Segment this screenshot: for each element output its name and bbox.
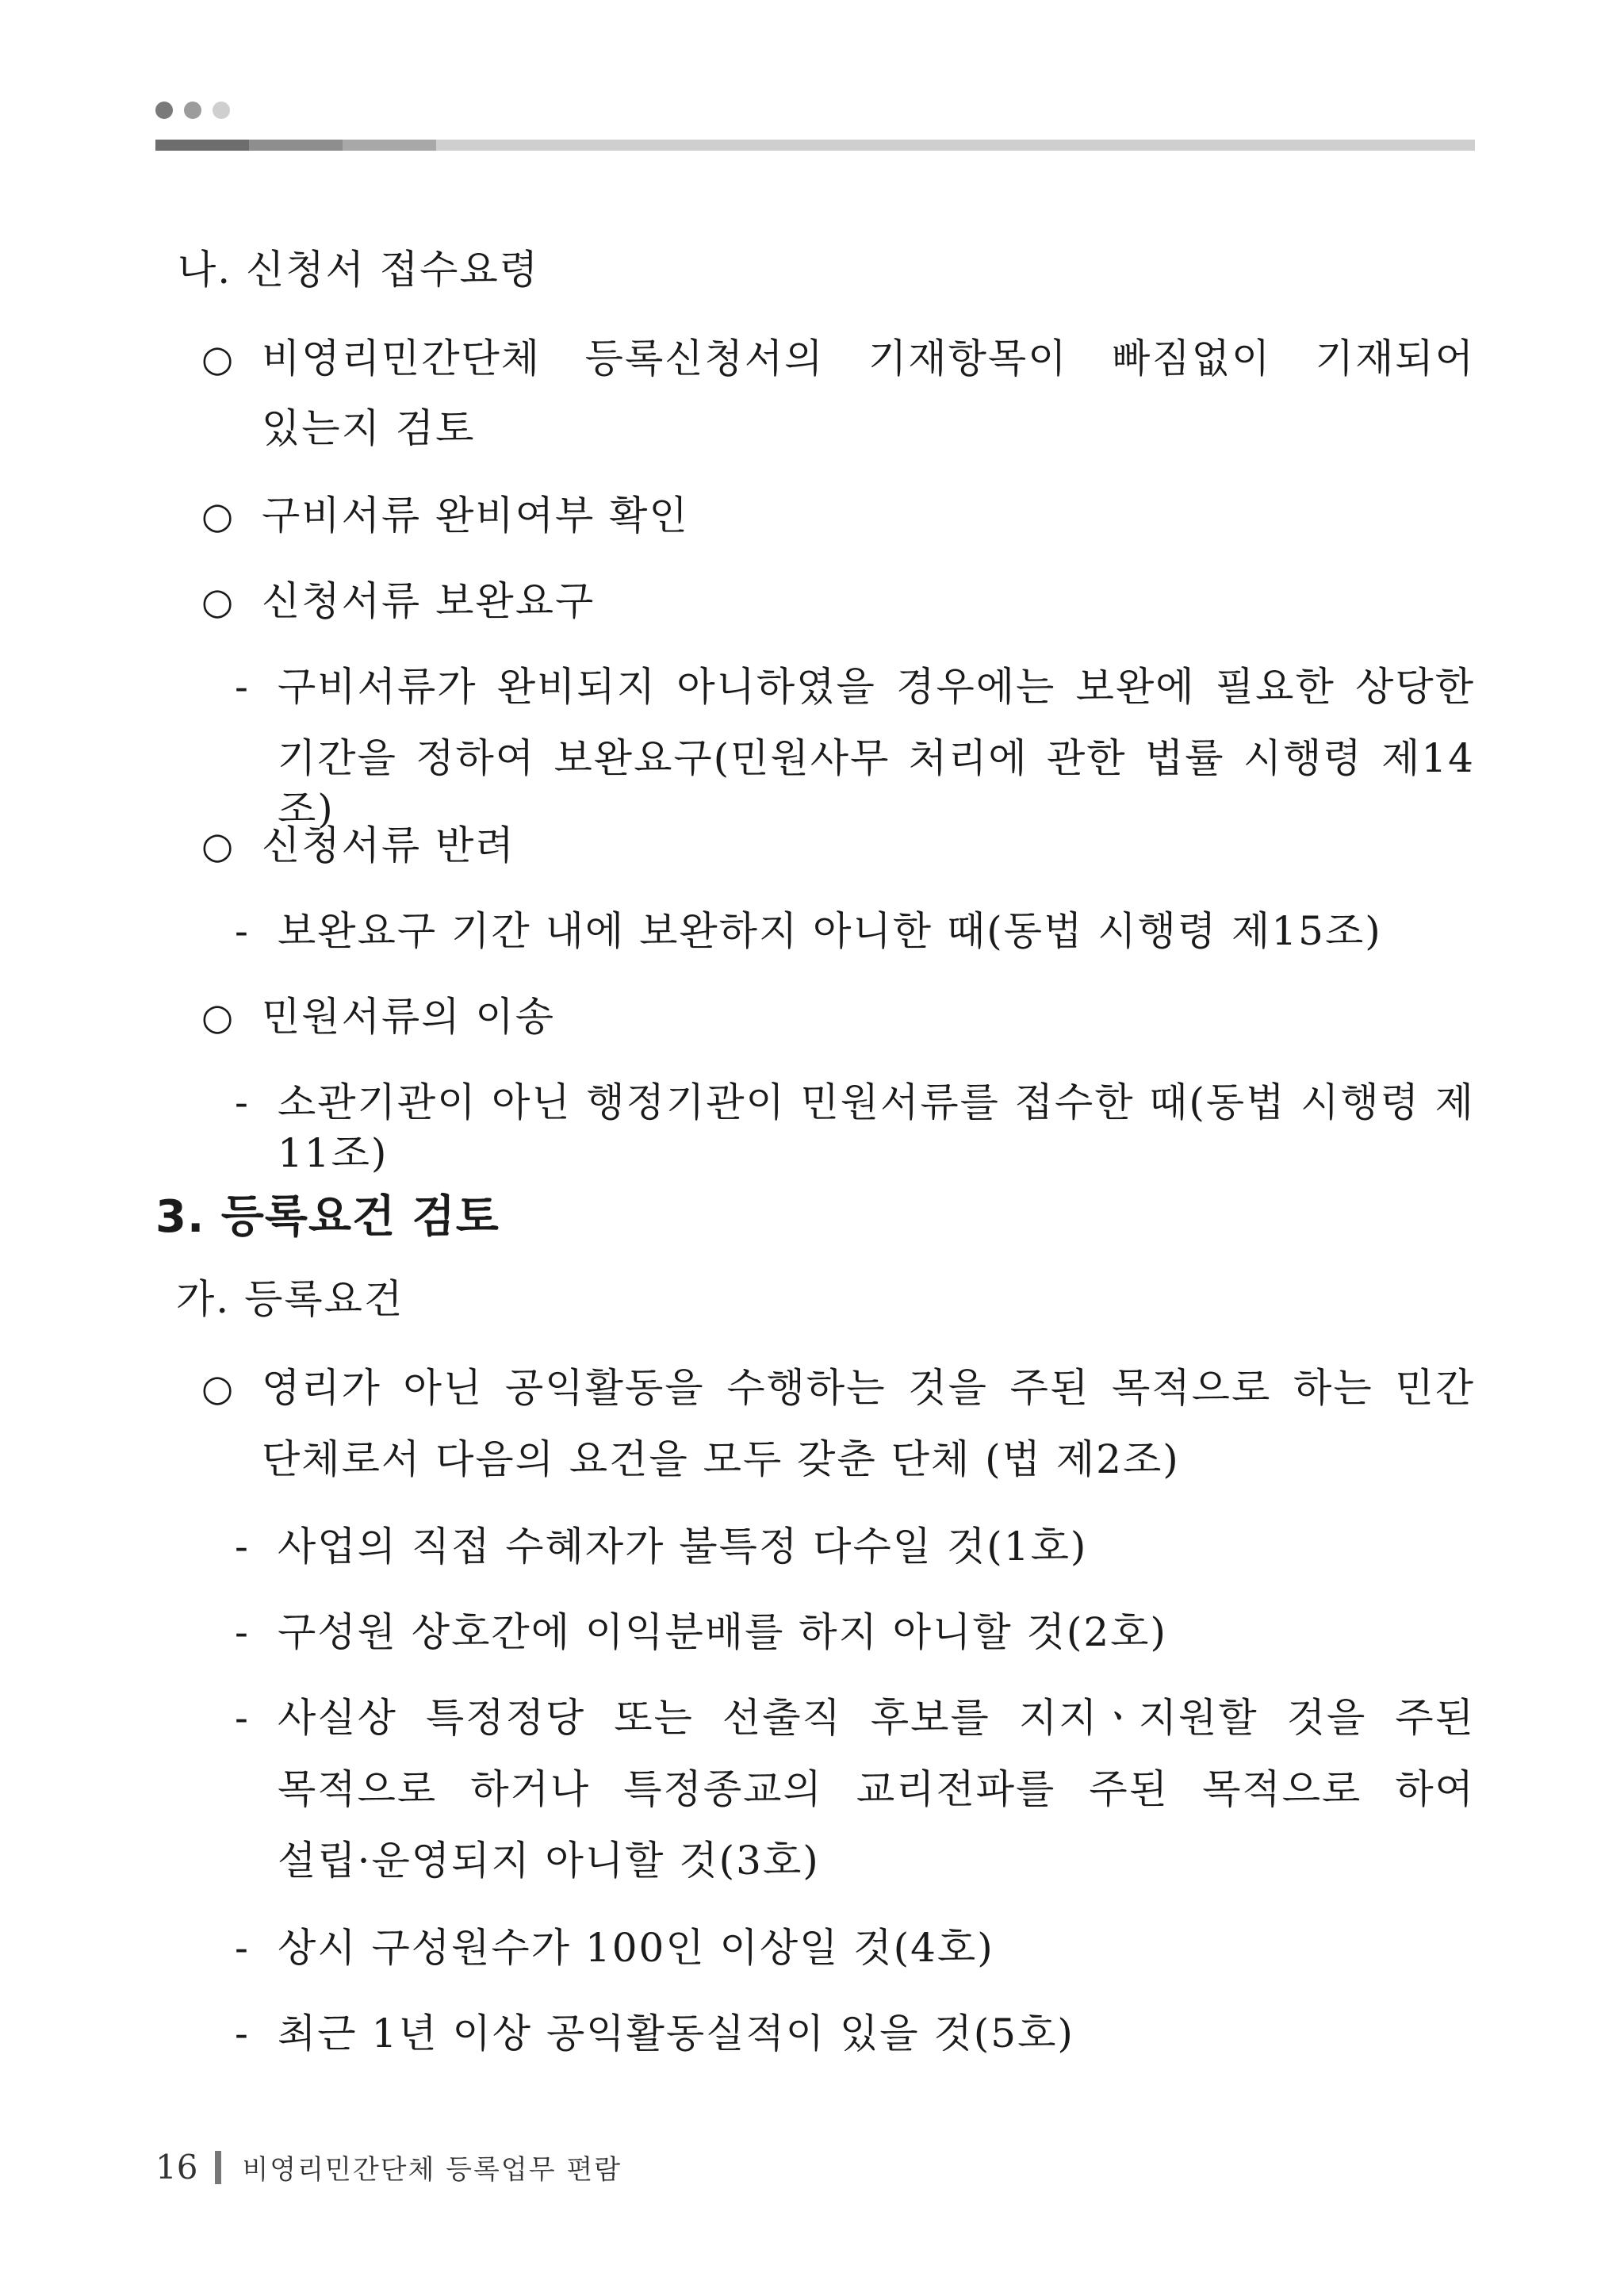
header-dot-icon — [155, 102, 173, 119]
header-dot-icon — [213, 102, 230, 119]
item-text: 상시 구성원수가 100인 이상일 것(4호) — [278, 1925, 994, 1971]
item-text-continued: 단체로서 다음의 요건을 모두 갖춘 단체 (법 제2조) — [262, 1436, 1180, 1482]
item-text: 구성원 상호간에 이익분배를 하지 아니할 것(2호) — [278, 1609, 1167, 1655]
dash-bullet: - — [235, 1524, 248, 1570]
item-text: 민원서류의 이송 — [262, 994, 555, 1040]
item-text: 구비서류가 완비되지 아니하였을 경우에는 보완에 필요한 상당한 — [278, 664, 1475, 710]
item-text: 최근 1년 이상 공익활동실적이 있을 것(5호) — [278, 2010, 1074, 2056]
dash-bullet: - — [235, 908, 248, 954]
section-title: 3. 등록요건 검토 — [155, 1191, 500, 1243]
circle-bullet: ○ — [201, 995, 234, 1038]
item-text: 영리가 아닌 공익활동을 수행하는 것을 주된 목적으로 하는 민간 — [262, 1365, 1475, 1411]
dash-bullet: - — [235, 2010, 248, 2056]
circle-bullet: ○ — [201, 580, 234, 623]
page-number: 16 — [155, 2148, 198, 2187]
item-text-continued: 기간을 정하여 보완요구(민원사무 처리에 관한 법률 시행령 제14조) — [278, 735, 1475, 832]
dash-bullet: - — [235, 664, 248, 710]
circle-bullet: ○ — [201, 337, 234, 380]
page-footer — [155, 2148, 622, 2187]
circle-bullet: ○ — [201, 824, 234, 867]
header-rule-segment — [343, 140, 436, 151]
item-text: 비영리민간단체 등록신청서의 기재항목이 빠짐없이 기재되어 — [262, 335, 1475, 381]
item-text-continued: 있는지 검토 — [262, 405, 476, 451]
item-text: 신청서류 보완요구 — [262, 578, 596, 624]
header-dot-icon — [184, 102, 201, 119]
item-text-continued: 목적으로 하거나 특정종교의 교리전파를 주된 목적으로 하여 — [278, 1766, 1475, 1812]
item-text: 소관기관이 아닌 행정기관이 민원서류를 접수한 때(동법 시행령 제11조) — [278, 1079, 1475, 1176]
item-text: 신청서류 반려 — [262, 822, 515, 868]
item-text: 보완요구 기간 내에 보완하지 아니한 때(동법 시행령 제15조) — [278, 908, 1382, 954]
subsection-heading-na: 나. 신청서 접수요령 — [178, 247, 540, 293]
item-text: 구비서류 완비여부 확인 — [262, 493, 689, 539]
header-rule-segment — [155, 140, 249, 151]
subsection-heading-ga: 가. 등록요건 — [176, 1276, 404, 1322]
dash-bullet: - — [235, 1925, 248, 1971]
header-rule — [155, 140, 1475, 151]
footer-divider — [215, 2151, 221, 2184]
header-dots — [155, 102, 230, 119]
item-text: 사업의 직접 수혜자가 불특정 다수일 것(1호) — [278, 1524, 1088, 1570]
footer-book-title: 비영리민간단체 등록업무 편람 — [242, 2154, 622, 2186]
header-rule-segment — [249, 140, 343, 151]
header-rule-segment — [436, 140, 1475, 151]
dash-bullet: - — [235, 1695, 248, 1741]
circle-bullet: ○ — [201, 494, 234, 537]
dash-bullet: - — [235, 1079, 248, 1125]
dash-bullet: - — [235, 1609, 248, 1655]
item-text-continued: 설립·운영되지 아니할 것(3호) — [278, 1838, 820, 1884]
circle-bullet: ○ — [201, 1366, 234, 1409]
item-text: 사실상 특정정당 또는 선출직 후보를 지지ㆍ지원할 것을 주된 — [278, 1695, 1475, 1741]
